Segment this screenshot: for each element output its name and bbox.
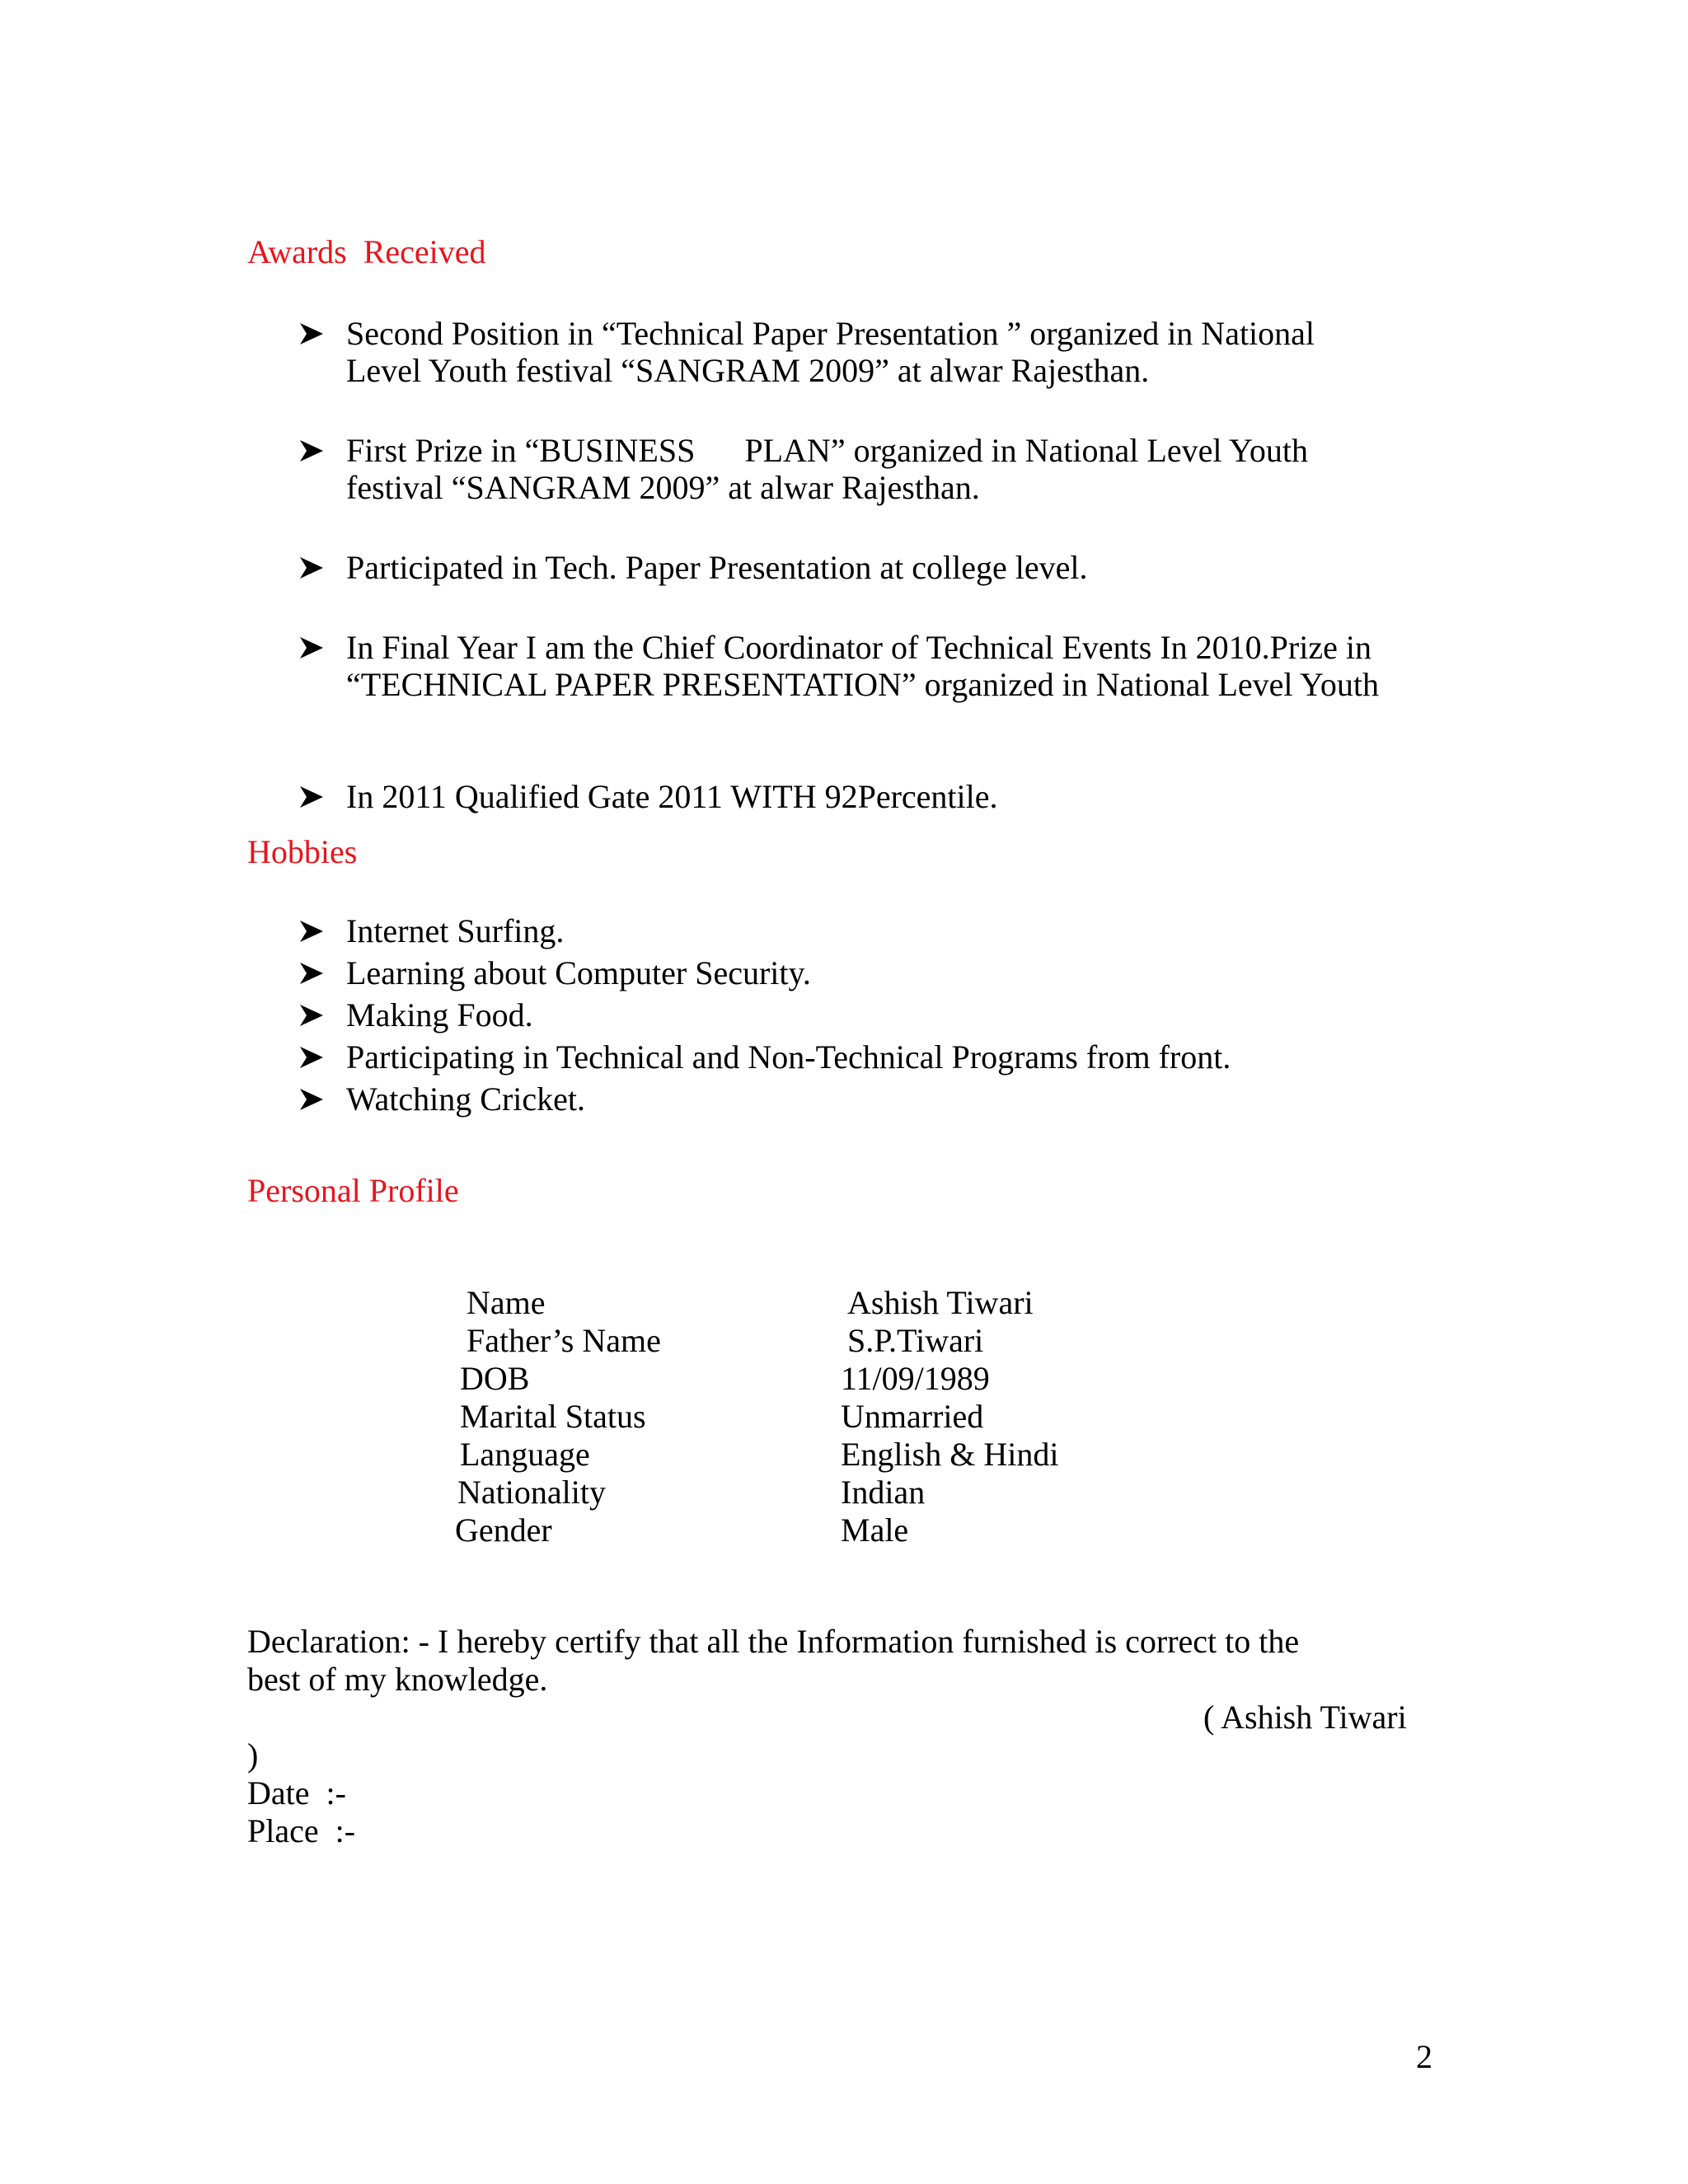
arrow-bullet-icon [298, 778, 328, 816]
profile-value: Male [841, 1511, 909, 1549]
page-number: 2 [1416, 2038, 1432, 2075]
arrow-bullet-icon [298, 1038, 328, 1076]
award-text-line2: Level Youth festival “SANGRAM 2009” at alwar Rajesthan. [346, 352, 1150, 389]
signature-name: ( Ashish Tiwari [1203, 1699, 1407, 1736]
profile-value: Ashish Tiwari [847, 1284, 1034, 1321]
arrow-bullet-icon [298, 996, 328, 1034]
award-text-line1: Second Position in “Technical Paper Presentation ” organized in National [346, 315, 1315, 352]
profile-value: Indian [841, 1474, 926, 1511]
arrow-bullet-icon [298, 1080, 328, 1118]
award-text-line1: Participated in Tech. Paper Presentation at college level. [346, 549, 1088, 586]
declaration-line2: best of my knowledge. [247, 1661, 548, 1698]
hobby-text: Making Food. [346, 996, 533, 1033]
award-text-line2: “TECHNICAL PAPER PRESENTATION” organized in National Level Youth [346, 666, 1380, 703]
hobby-text: Learning about Computer Security. [346, 954, 811, 991]
award-text-line1: In 2011 Qualified Gate 2011 WITH 92Percentile. [346, 778, 998, 815]
profile-value: 11/09/1989 [841, 1360, 990, 1397]
profile-heading: Personal Profile [247, 1172, 459, 1209]
profile-label: Language [460, 1436, 590, 1473]
hobbies-heading: Hobbies [247, 833, 358, 870]
profile-value: S.P.Tiwari [847, 1322, 984, 1359]
award-text-line2: festival “SANGRAM 2009” at alwar Rajesthan. [346, 469, 980, 506]
profile-label: Father’s Name [467, 1322, 661, 1359]
place-label: Place :- [247, 1812, 356, 1849]
arrow-bullet-icon [298, 432, 328, 470]
declaration-line1: Declaration: - I hereby certify that all the Information furnished is correct to the [247, 1623, 1300, 1660]
award-text-line1: First Prize in “BUSINESS PLAN” organized in National Level Youth [346, 432, 1308, 469]
hobby-text: Watching Cricket. [346, 1080, 586, 1118]
date-label: Date :- [247, 1774, 346, 1811]
profile-label: DOB [460, 1360, 530, 1397]
awards-heading: Awards Received [247, 233, 486, 270]
arrow-bullet-icon [298, 954, 328, 992]
signature-close: ) [247, 1736, 259, 1774]
arrow-bullet-icon [298, 549, 328, 587]
profile-label: Nationality [457, 1474, 606, 1511]
arrow-bullet-icon [298, 912, 328, 950]
profile-label: Marital Status [460, 1398, 646, 1435]
award-text-line1: In Final Year I am the Chief Coordinator of Technical Events In 2010.Prize in [346, 629, 1372, 666]
profile-value: English & Hindi [841, 1436, 1059, 1473]
hobby-text: Participating in Technical and Non-Technical Programs from front. [346, 1038, 1231, 1076]
profile-label: Name [467, 1284, 546, 1321]
hobby-text: Internet Surfing. [346, 912, 565, 949]
profile-value: Unmarried [841, 1398, 984, 1435]
arrow-bullet-icon [298, 315, 328, 353]
arrow-bullet-icon [298, 629, 328, 667]
profile-label: Gender [455, 1511, 552, 1549]
